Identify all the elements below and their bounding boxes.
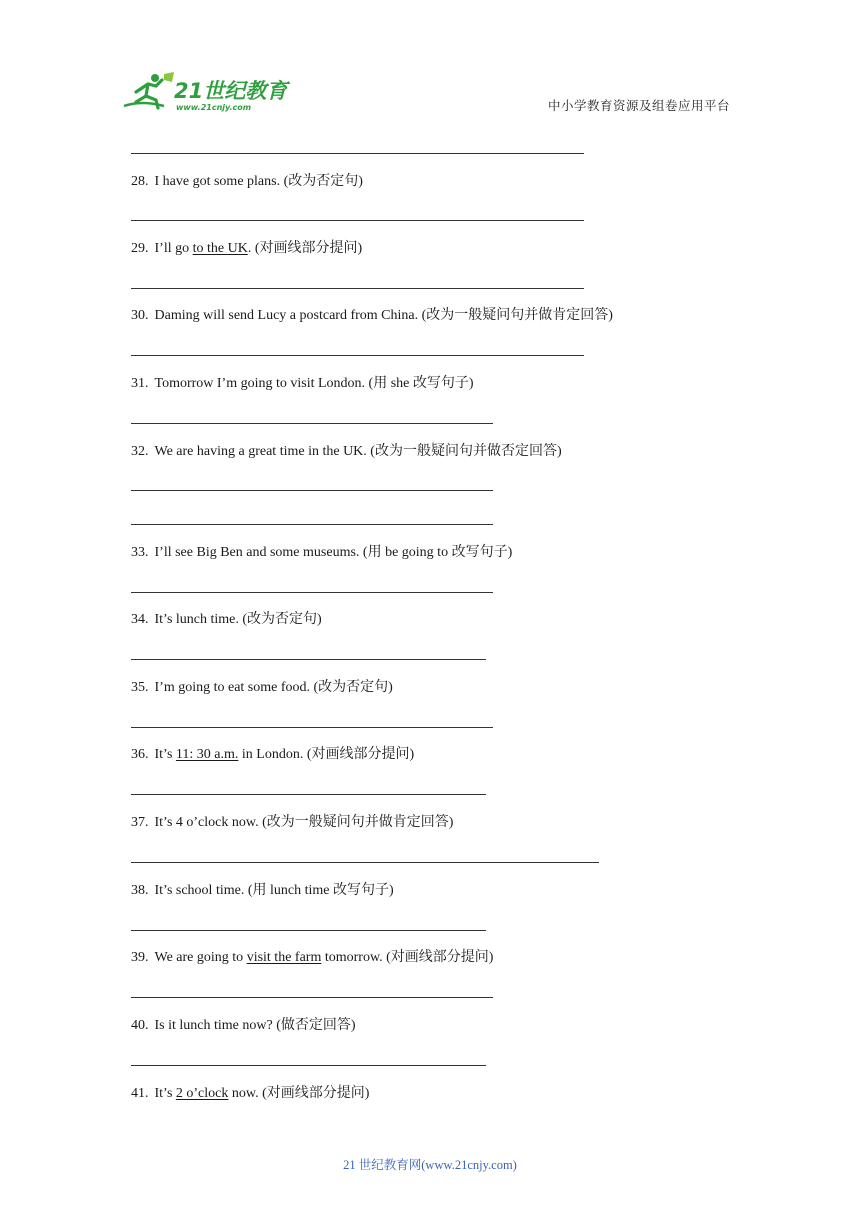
footer-text: 21 世纪教育网(www.21cnjy.com)	[343, 1158, 517, 1172]
question-41: 41. It’s 2 o’clock now. (对画线部分提问)	[131, 1086, 370, 1101]
question-number: 37.	[131, 815, 149, 830]
question-number: 28.	[131, 174, 149, 189]
question-29: 29. I’ll go to the UK. (对画线部分提问)	[131, 241, 363, 256]
question-number: 31.	[131, 376, 149, 391]
question-31: 31. Tomorrow I’m going to visit London. (用 she 改写句子)	[131, 376, 474, 391]
question-number: 40.	[131, 1018, 149, 1033]
question-number: 30.	[131, 308, 149, 323]
answer-line	[131, 423, 493, 424]
answer-line	[131, 862, 599, 863]
answer-line	[131, 220, 584, 221]
question-34: 34. It’s lunch time. (改为否定句)	[131, 612, 322, 627]
question-number: 39.	[131, 950, 149, 965]
question-39: 39. We are going to visit the farm tomorrow. (对画线部分提问)	[131, 950, 494, 965]
question-35: 35. I’m going to eat some food. (改为否定句)	[131, 680, 393, 695]
answer-line	[131, 288, 584, 289]
answer-line	[131, 659, 486, 660]
answer-line	[131, 794, 486, 795]
answer-line	[131, 592, 493, 593]
runner-logo-icon	[122, 70, 292, 114]
question-number: 32.	[131, 444, 149, 459]
question-28: 28. I have got some plans. (改为否定句)	[131, 174, 363, 189]
question-38: 38. It’s school time. (用 lunch time 改写句子)	[131, 883, 394, 898]
logo-url-text: www.21cnjy.com	[176, 103, 252, 112]
answer-line	[131, 997, 493, 998]
question-33: 33. I’ll see Big Ben and some museums. (用 be going to 改写句子)	[131, 545, 513, 560]
logo-text: 21世纪教育	[174, 79, 288, 103]
answer-line	[131, 524, 493, 525]
question-32: 32. We are having a great time in the UK. (改为一般疑问句并做否定回答)	[131, 444, 562, 459]
answer-line	[131, 153, 584, 154]
question-number: 38.	[131, 883, 149, 898]
answer-line	[131, 490, 493, 491]
question-number: 41.	[131, 1086, 149, 1101]
question-number: 29.	[131, 241, 149, 256]
question-40: 40. Is it lunch time now? (做否定回答)	[131, 1018, 356, 1033]
question-30: 30. Daming will send Lucy a postcard from China. (改为一般疑问句并做肯定回答)	[131, 308, 613, 323]
answer-line	[131, 930, 486, 931]
question-number: 35.	[131, 680, 149, 695]
answer-line	[131, 727, 493, 728]
question-number: 36.	[131, 747, 149, 762]
question-number: 33.	[131, 545, 149, 560]
answer-line	[131, 1065, 486, 1066]
question-number: 34.	[131, 612, 149, 627]
answer-line	[131, 355, 584, 356]
question-36: 36. It’s 11: 30 a.m. in London. (对画线部分提问)	[131, 747, 415, 762]
header-tagline: 中小学教育资源及组卷应用平台	[547, 99, 730, 113]
question-37: 37. It’s 4 o’clock now. (改为一般疑问句并做肯定回答)	[131, 815, 454, 830]
logo	[122, 70, 292, 114]
